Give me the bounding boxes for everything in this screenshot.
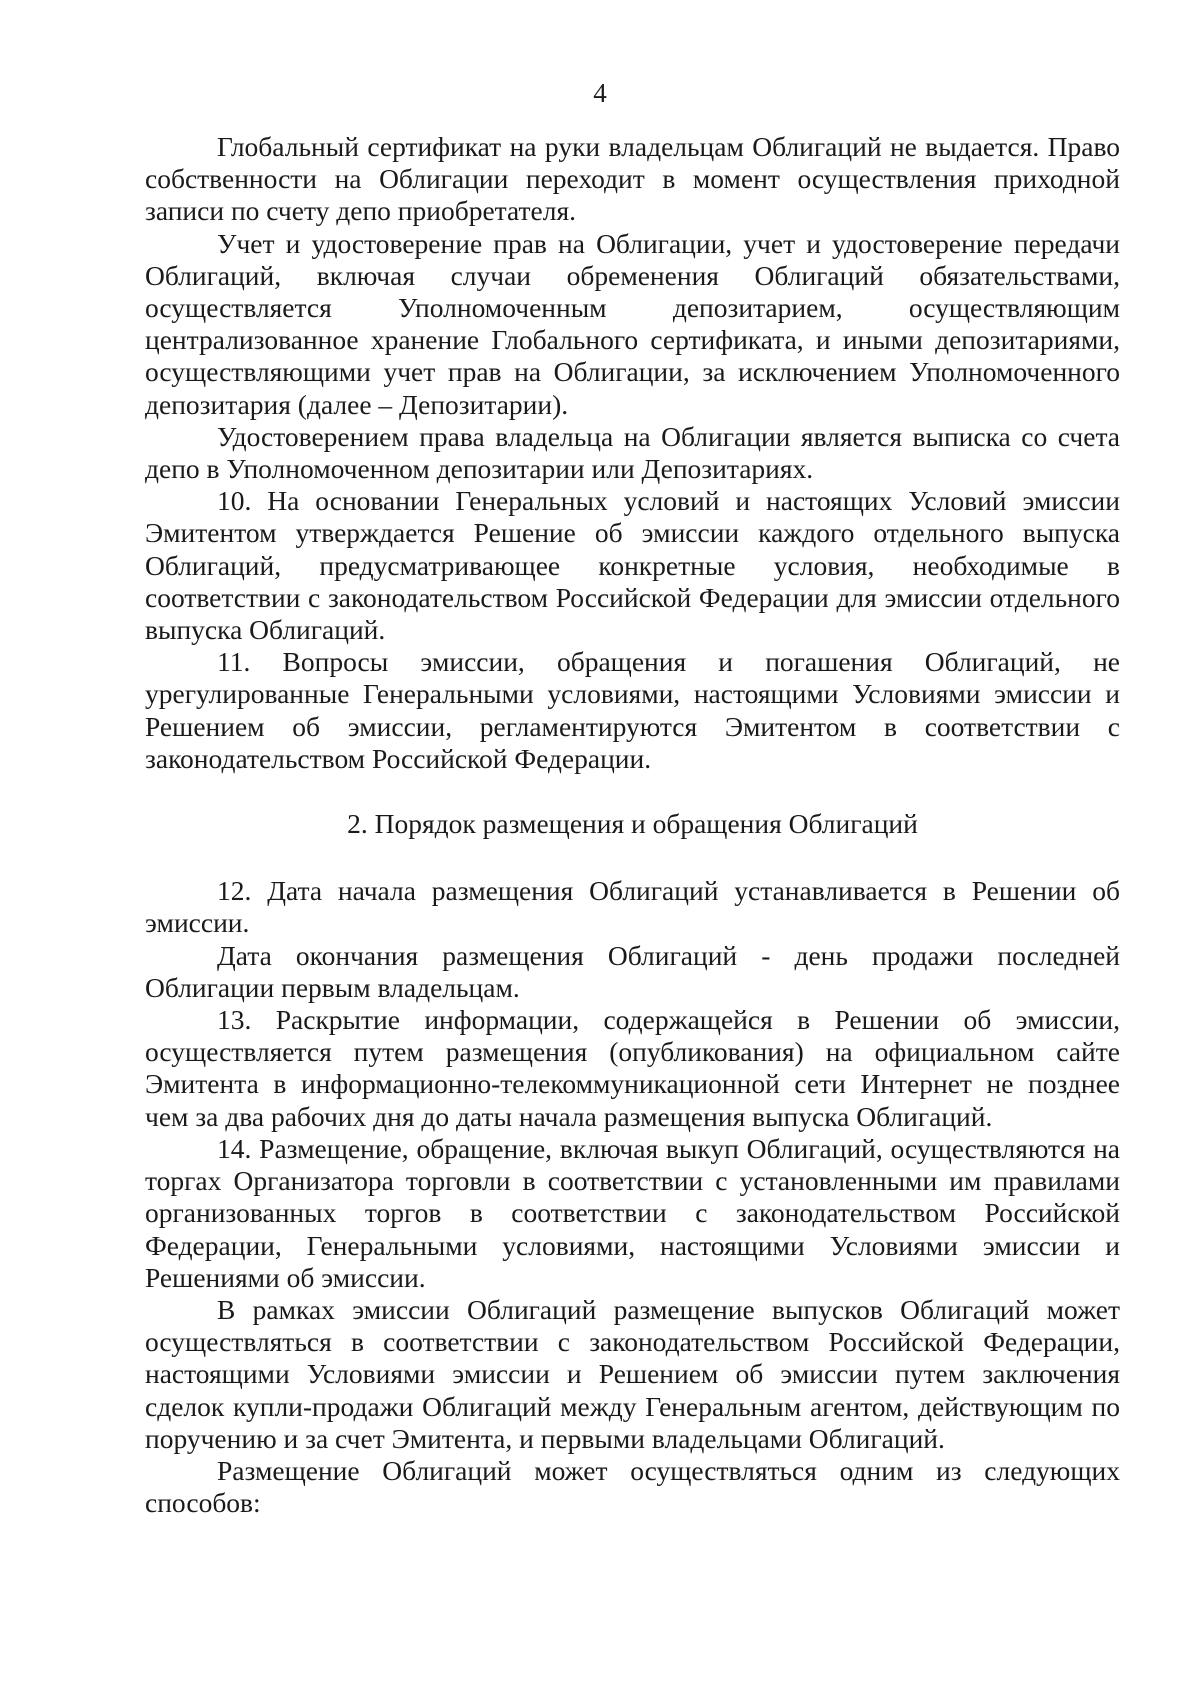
section-heading: 2. Порядок размещения и обращения Облигаций [347, 808, 918, 840]
paragraph-clause-11: 11. Вопросы эмиссии, обращения и погашения Облигаций, не урегулированные Генеральными условиями, настоящими Условиями эмиссии и Решением об эмиссии, регламентируются Эмитентом в соответствии с законодательством Российской Федерации. [145, 646, 1120, 774]
paragraph-global-certificate: Глобальный сертификат на руки владельцам Облигаций не выдается. Право собственности на Облигации переходит в момент осуществления приходной записи по счету депо приобретателя. [145, 131, 1120, 227]
paragraph-placement-methods: Размещение Облигаций может осуществляться одним из следующих способов: [145, 1454, 1120, 1519]
paragraph-clause-14: 14. Размещение, обращение, включая выкуп Облигаций, осуществляются на торгах Организатора торговли в соответствии с установленными им правилами организованных торгов в соответствии с законодательством Российской Федерации, Генеральными условиями, настоящими Условиями эмиссии и Решениями об эмиссии. [145, 1132, 1120, 1293]
paragraph-clause-10: 10. На основании Генеральных условий и настоящих Условий эмиссии Эмитентом утверждается Решение об эмиссии каждого отдельного выпуска Облигаций, предусматривающее конкретные условия, необходимые в соответствии с законодательством Российской Федерации для эмиссии отдельного выпуска Облигаций. [145, 485, 1120, 646]
paragraph-placement-end-date: Дата окончания размещения Облигаций - день продажи последней Облигации первым владельцам. [145, 939, 1120, 1003]
paragraph-ownership-certification: Удостоверением права владельца на Облигации является выписка со счета депо в Уполномоченном депозитарии или Депозитариях. [145, 420, 1120, 485]
paragraph-rights-accounting: Учет и удостоверение прав на Облигации, учет и удостоверение передачи Облигаций, включая случаи обременения Облигаций обязательствами, осуществляется Уполномоченным депозитарием, осуществляющим централизованное хранение Глобального сертификата, и иными депозитариями, осуществляющими учет прав на Облигации, за исключением Уполномоченного депозитария (далее – Депозитарии). [145, 227, 1120, 420]
document-body [145, 131, 1120, 1519]
paragraph-clause-13: 13. Раскрытие информации, содержащейся в Решении об эмиссии, осуществляется путем размещения (опубликования) на официальном сайте Эмитента в информационно-телекоммуникационной сети Интернет не позднее чем за два рабочих дня до даты начала размещения выпуска Облигаций. [145, 1004, 1120, 1132]
page-number: 4 [593, 78, 607, 108]
paragraph-placement-framework: В рамках эмиссии Облигаций размещение выпусков Облигаций может осуществляться в соответствии с законодательством Российской Федерации, настоящими Условиями эмиссии и Решением об эмиссии путем заключения сделок купли-продажи Облигаций между Генеральным агентом, действующим по поручению и за счет Эмитента, и первыми владельцами Облигаций. [145, 1293, 1120, 1454]
paragraph-clause-12: 12. Дата начала размещения Облигаций устанавливается в Решении об эмиссии. [145, 875, 1120, 939]
